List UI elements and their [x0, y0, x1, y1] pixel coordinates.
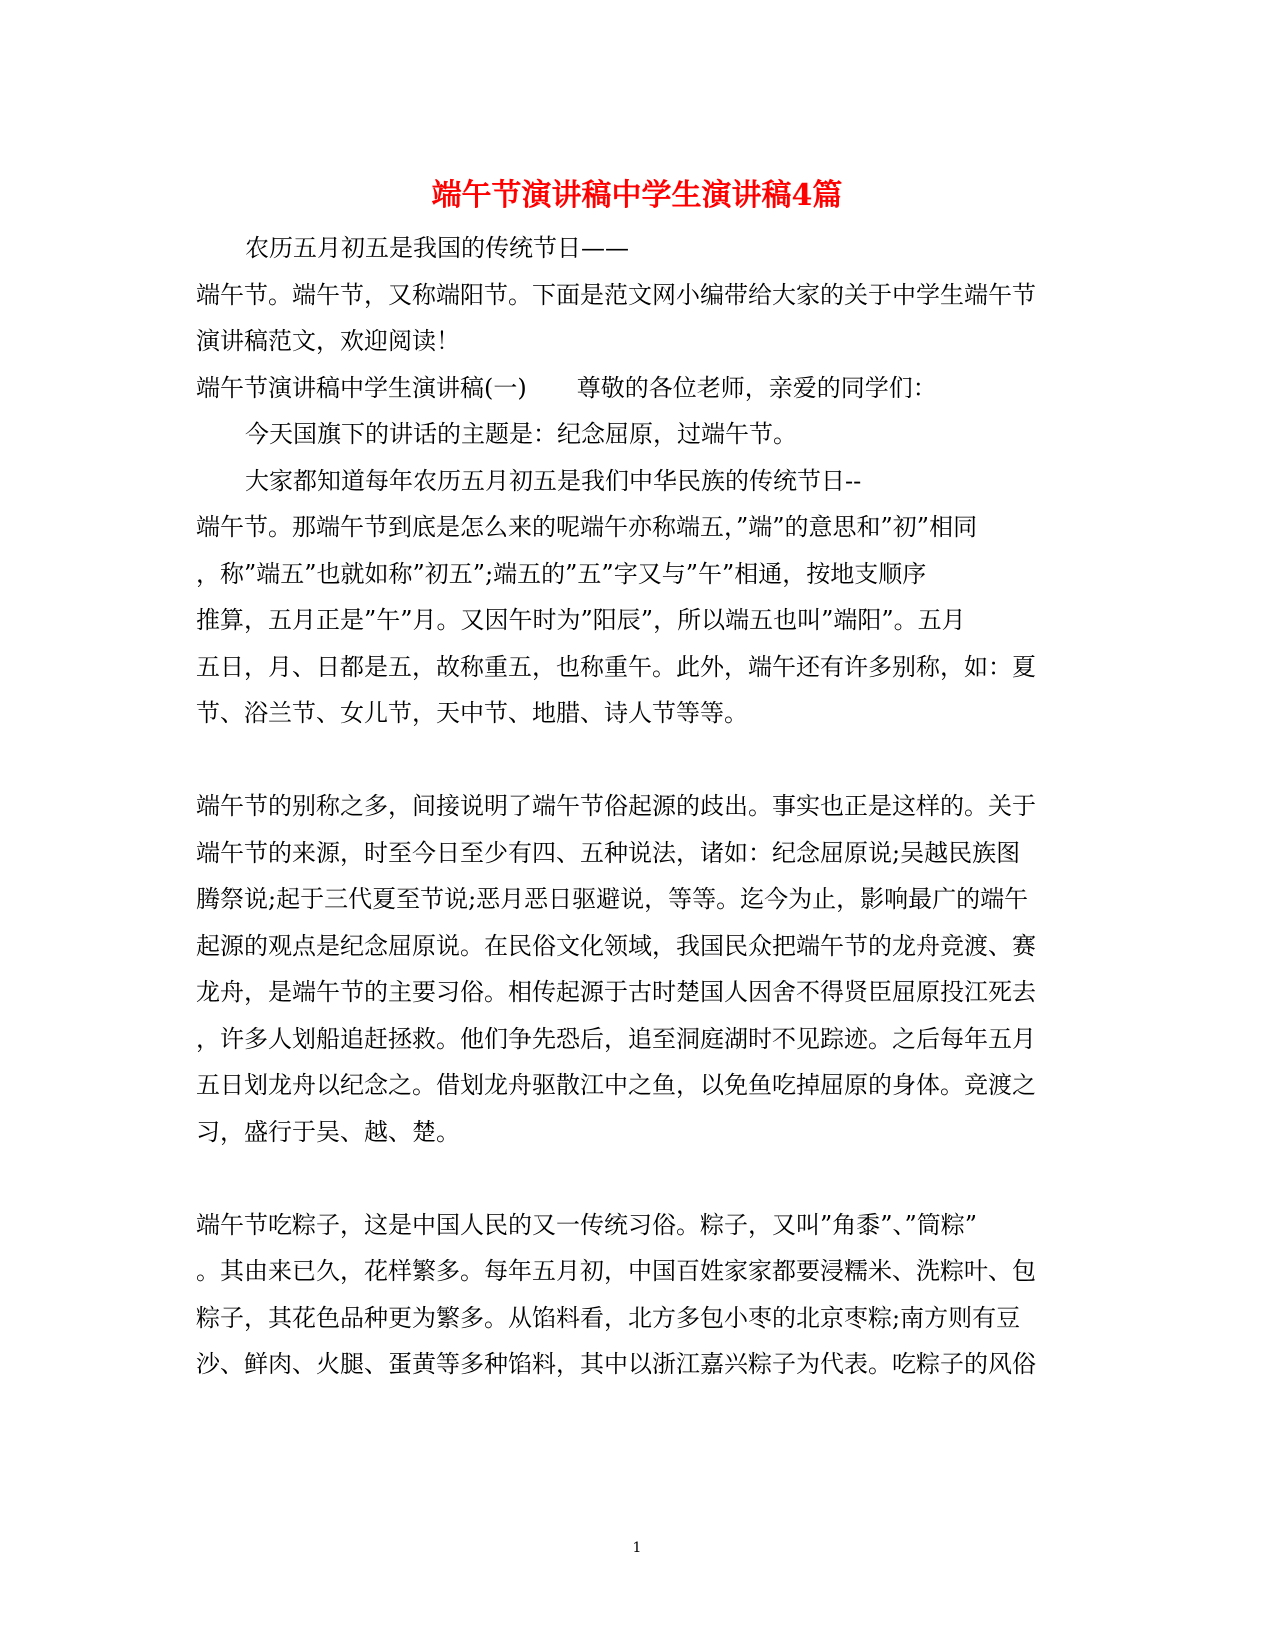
- paragraph-line: ，许多人划船追赶拯救。他们争先恐后，追至洞庭湖时不见踪迹。之后每年五月: [196, 1025, 1036, 1053]
- intro-line: 演讲稿范文，欢迎阅读！: [196, 327, 460, 355]
- section-heading-row: [196, 372, 937, 404]
- paragraph-line: 龙舟，是端午节的主要习俗。相传起源于古时楚国人因舍不得贤臣屈原投江死去: [196, 978, 1036, 1006]
- paragraph-line: 端午节。那端午节到底是怎么来的呢端午亦称端五，”端”的意思和”初”相同: [196, 513, 978, 541]
- topic-line: 今天国旗下的讲话的主题是：纪念屈原，过端午节。: [245, 420, 797, 448]
- paragraph-line: ，称”端五”也就如称”初五”;端五的”五”字又与”午”相通，按地支顺序: [196, 560, 927, 588]
- paragraph-line: 五日划龙舟以纪念之。借划龙舟驱散江中之鱼，以免鱼吃掉屈原的身体。竞渡之: [196, 1071, 1036, 1099]
- paragraph-line: 习，盛行于吴、越、楚。: [196, 1118, 460, 1146]
- section-heading: 端午节演讲稿中学生演讲稿(一): [196, 374, 527, 402]
- greeting: 尊敬的各位老师，亲爱的同学们：: [576, 374, 937, 402]
- paragraph-line: 沙、鲜肉、火腿、蛋黄等多种馅料，其中以浙江嘉兴粽子为代表。吃粽子的风俗: [196, 1350, 1036, 1378]
- paragraph-line: 腾祭说;起于三代夏至节说;恶月恶日驱避说，等等。迄今为止，影响最广的端午: [196, 885, 1029, 913]
- paragraph-line: 起源的观点是纪念屈原说。在民俗文化领域，我国民众把端午节的龙舟竞渡、赛: [196, 932, 1036, 960]
- paragraph-line: 端午节的来源，时至今日至少有四、五种说法，诸如：纪念屈原说;吴越民族图: [196, 839, 1021, 867]
- intro-line: 农历五月初五是我国的传统节日——: [245, 234, 629, 262]
- paragraph-line: 端午节吃粽子，这是中国人民的又一传统习俗。粽子，又叫”角黍”、”筒粽”: [196, 1211, 978, 1239]
- paragraph-line: 粽子，其花色品种更为繁多。从馅料看，北方多包小枣的北京枣粽;南方则有豆: [196, 1304, 1021, 1332]
- paragraph-line: 大家都知道每年农历五月初五是我们中华民族的传统节日--: [245, 467, 862, 495]
- paragraph-line: 节、浴兰节、女儿节，天中节、地腊、诗人节等等。: [196, 699, 748, 727]
- paragraph-line: 端午节的别称之多，间接说明了端午节俗起源的歧出。事实也正是这样的。关于: [196, 792, 1036, 820]
- document-title: 端午节演讲稿中学生演讲稿4篇: [431, 178, 843, 213]
- page-number: 1: [632, 1540, 642, 1556]
- paragraph-line: 五日，月、日都是五，故称重五，也称重午。此外，端午还有许多别称，如：夏: [196, 653, 1036, 681]
- intro-line: 端午节。端午节，又称端阳节。下面是范文网小编带给大家的关于中学生端午节: [196, 281, 1036, 309]
- paragraph-line: 。其由来已久，花样繁多。每年五月初，中国百姓家家都要浸糯米、洗粽叶、包: [196, 1257, 1036, 1285]
- paragraph-line: 推算，五月正是”午”月。又因午时为”阳辰”，所以端五也叫”端阳”。五月: [196, 606, 966, 634]
